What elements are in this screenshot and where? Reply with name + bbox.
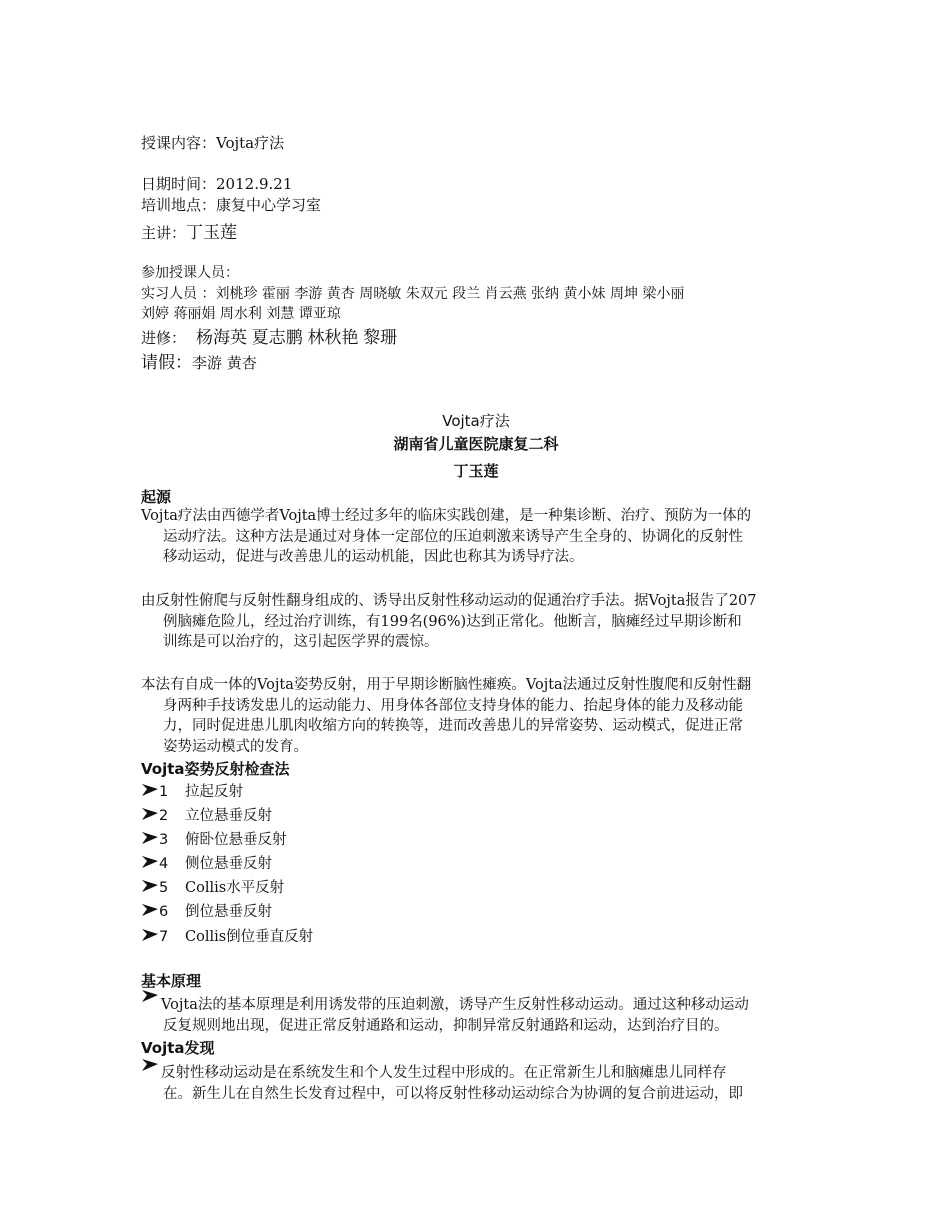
place-label: 培训地点： [141, 196, 217, 214]
interns-line-2: 刘婷 蒋丽娟 周水利 刘慧 谭亚琼 [141, 306, 341, 322]
date-label: 日期时间： [141, 175, 217, 193]
item-text: 侧位悬垂反射 [185, 856, 272, 872]
paragraph-line: 力，同时促进患儿肌肉收缩方向的转换等，进而改善患儿的异常姿势、运动模式，促进正常 [163, 718, 743, 734]
arrow-bullet-icon [141, 855, 159, 869]
list-item [141, 804, 272, 826]
principle-paragraph [161, 995, 811, 1036]
interns-line-1: 实习人员 ：刘桃珍 霍丽 李游 黄杏 周晓敏 朱双元 段兰 肖云燕 张纳 黄小妹 周坤 梁小丽 [141, 286, 685, 302]
list-item [141, 900, 272, 922]
leave-label: 请假： [141, 353, 192, 373]
origin-paragraph-1 [141, 506, 811, 568]
item-text: 俯卧位悬垂反射 [185, 832, 287, 848]
leave-value: 李游 黄杏 [192, 354, 257, 372]
list-item [141, 852, 272, 874]
item-number: 1 [159, 784, 169, 800]
arrow-bullet-icon [141, 928, 159, 942]
paragraph-line: 由反射性俯爬与反射性翻身组成的、诱导出反射性移动运动的促通治疗手法。据Vojta报告了207 [141, 593, 757, 609]
paragraph-line: 运动疗法。这种方法是通过对身体一定部位的压迫刺激来诱导产生全身的、协调化的反射性 [163, 528, 743, 545]
advanced-value: 杨海英 夏志鹏 林秋艳 黎珊 [196, 328, 398, 347]
item-number: 5 [159, 880, 169, 896]
lecturer-value: 丁玉莲 [186, 223, 238, 242]
item-text: 拉起反射 [185, 784, 243, 800]
reflex-heading: Vojta姿势反射检查法 [141, 760, 290, 778]
item-number: 6 [159, 904, 169, 920]
paragraph-line: 训练是可以治疗的，这引起医学界的震惊。 [163, 634, 439, 650]
arrow-bullet-icon [141, 807, 159, 821]
advanced-label: 进修： [141, 329, 187, 347]
advanced-line [141, 323, 397, 348]
origin-paragraph-2 [141, 591, 811, 653]
arrow-bullet-icon [141, 831, 159, 845]
paragraph-line: 本法有自成一体的Vojta姿势反射，用于早期诊断脑性瘫痪。Vojta法通过反射性腹爬和反射性翻 [141, 677, 752, 693]
item-text: 倒位悬垂反射 [185, 904, 272, 920]
item-text: Collis倒位垂直反射 [185, 929, 314, 945]
lecturer-label: 主讲： [141, 224, 187, 242]
paragraph-line: 姿势运动模式的发育。 [163, 738, 308, 755]
paragraph-line: 例脑瘫危险儿，经过治疗训练，有199名(96%)达到正常化。他断言，脑瘫经过早期诊断和 [163, 613, 742, 630]
place-value: 康复中心学习室 [216, 196, 322, 214]
paragraph-line: 反复规则地出现，促进正常反射通路和运动，抑制异常反射通路和运动，达到治疗目的。 [163, 1017, 729, 1034]
list-item [141, 828, 287, 850]
date-value: 2012.9.21 [216, 175, 293, 193]
date-line [141, 173, 292, 194]
arrow-bullet-icon [141, 903, 159, 917]
item-number: 3 [159, 832, 169, 848]
item-text: Collis水平反射 [185, 880, 285, 896]
doc-institution: 湖南省儿童医院康复二科 [393, 435, 559, 453]
list-item [141, 876, 284, 898]
paragraph-line: 在。新生儿在自然生长发育过程中，可以将反射性移动运动综合为协调的复合前进运动，即 [163, 1085, 743, 1102]
principle-heading: 基本原理 [141, 972, 202, 990]
course-value: Vojta疗法 [216, 134, 285, 152]
item-number: 2 [159, 808, 169, 824]
paragraph-line: Vojta疗法由西德学者Vojta博士经过多年的临床实践创建，是一种集诊断、治疗、预防为一体的 [141, 508, 752, 524]
place-line [141, 194, 321, 215]
origin-heading: 起源 [141, 488, 172, 506]
course-line [141, 132, 284, 153]
participants-label: 参加授课人员： [141, 265, 239, 281]
item-text: 立位悬垂反射 [185, 808, 272, 824]
paragraph-line: 身两种手技诱发患儿的运动能力、用身体各部位支持身体的能力、抬起身体的能力及移动能 [163, 697, 743, 714]
course-label: 授课内容： [141, 134, 217, 152]
lecturer-line [141, 218, 237, 243]
paragraph-line: Vojta法的基本原理是利用诱发带的压迫刺激，诱导产生反射性移动运动。通过这种移动运动 [161, 997, 749, 1013]
doc-title: Vojta疗法 [442, 412, 510, 430]
doc-author: 丁玉莲 [453, 462, 499, 480]
arrow-bullet-icon [141, 1058, 159, 1072]
item-number: 7 [159, 929, 169, 945]
paragraph-line: 反射性移动运动是在系统发生和个人发生过程中形成的。在正常新生儿和脑瘫患儿同样存 [161, 1065, 727, 1081]
arrow-bullet-icon [141, 989, 159, 1003]
discovery-paragraph [161, 1063, 811, 1104]
discovery-heading: Vojta发现 [141, 1039, 215, 1057]
leave-line [141, 348, 257, 373]
arrow-bullet-icon [141, 783, 159, 797]
list-item [141, 780, 243, 802]
item-number: 4 [159, 856, 169, 872]
origin-paragraph-3 [141, 675, 811, 757]
arrow-bullet-icon [141, 879, 159, 893]
list-item [141, 925, 313, 947]
paragraph-line: 移动运动，促进与改善患儿的运动机能，因此也称其为诱导疗法。 [163, 549, 584, 565]
